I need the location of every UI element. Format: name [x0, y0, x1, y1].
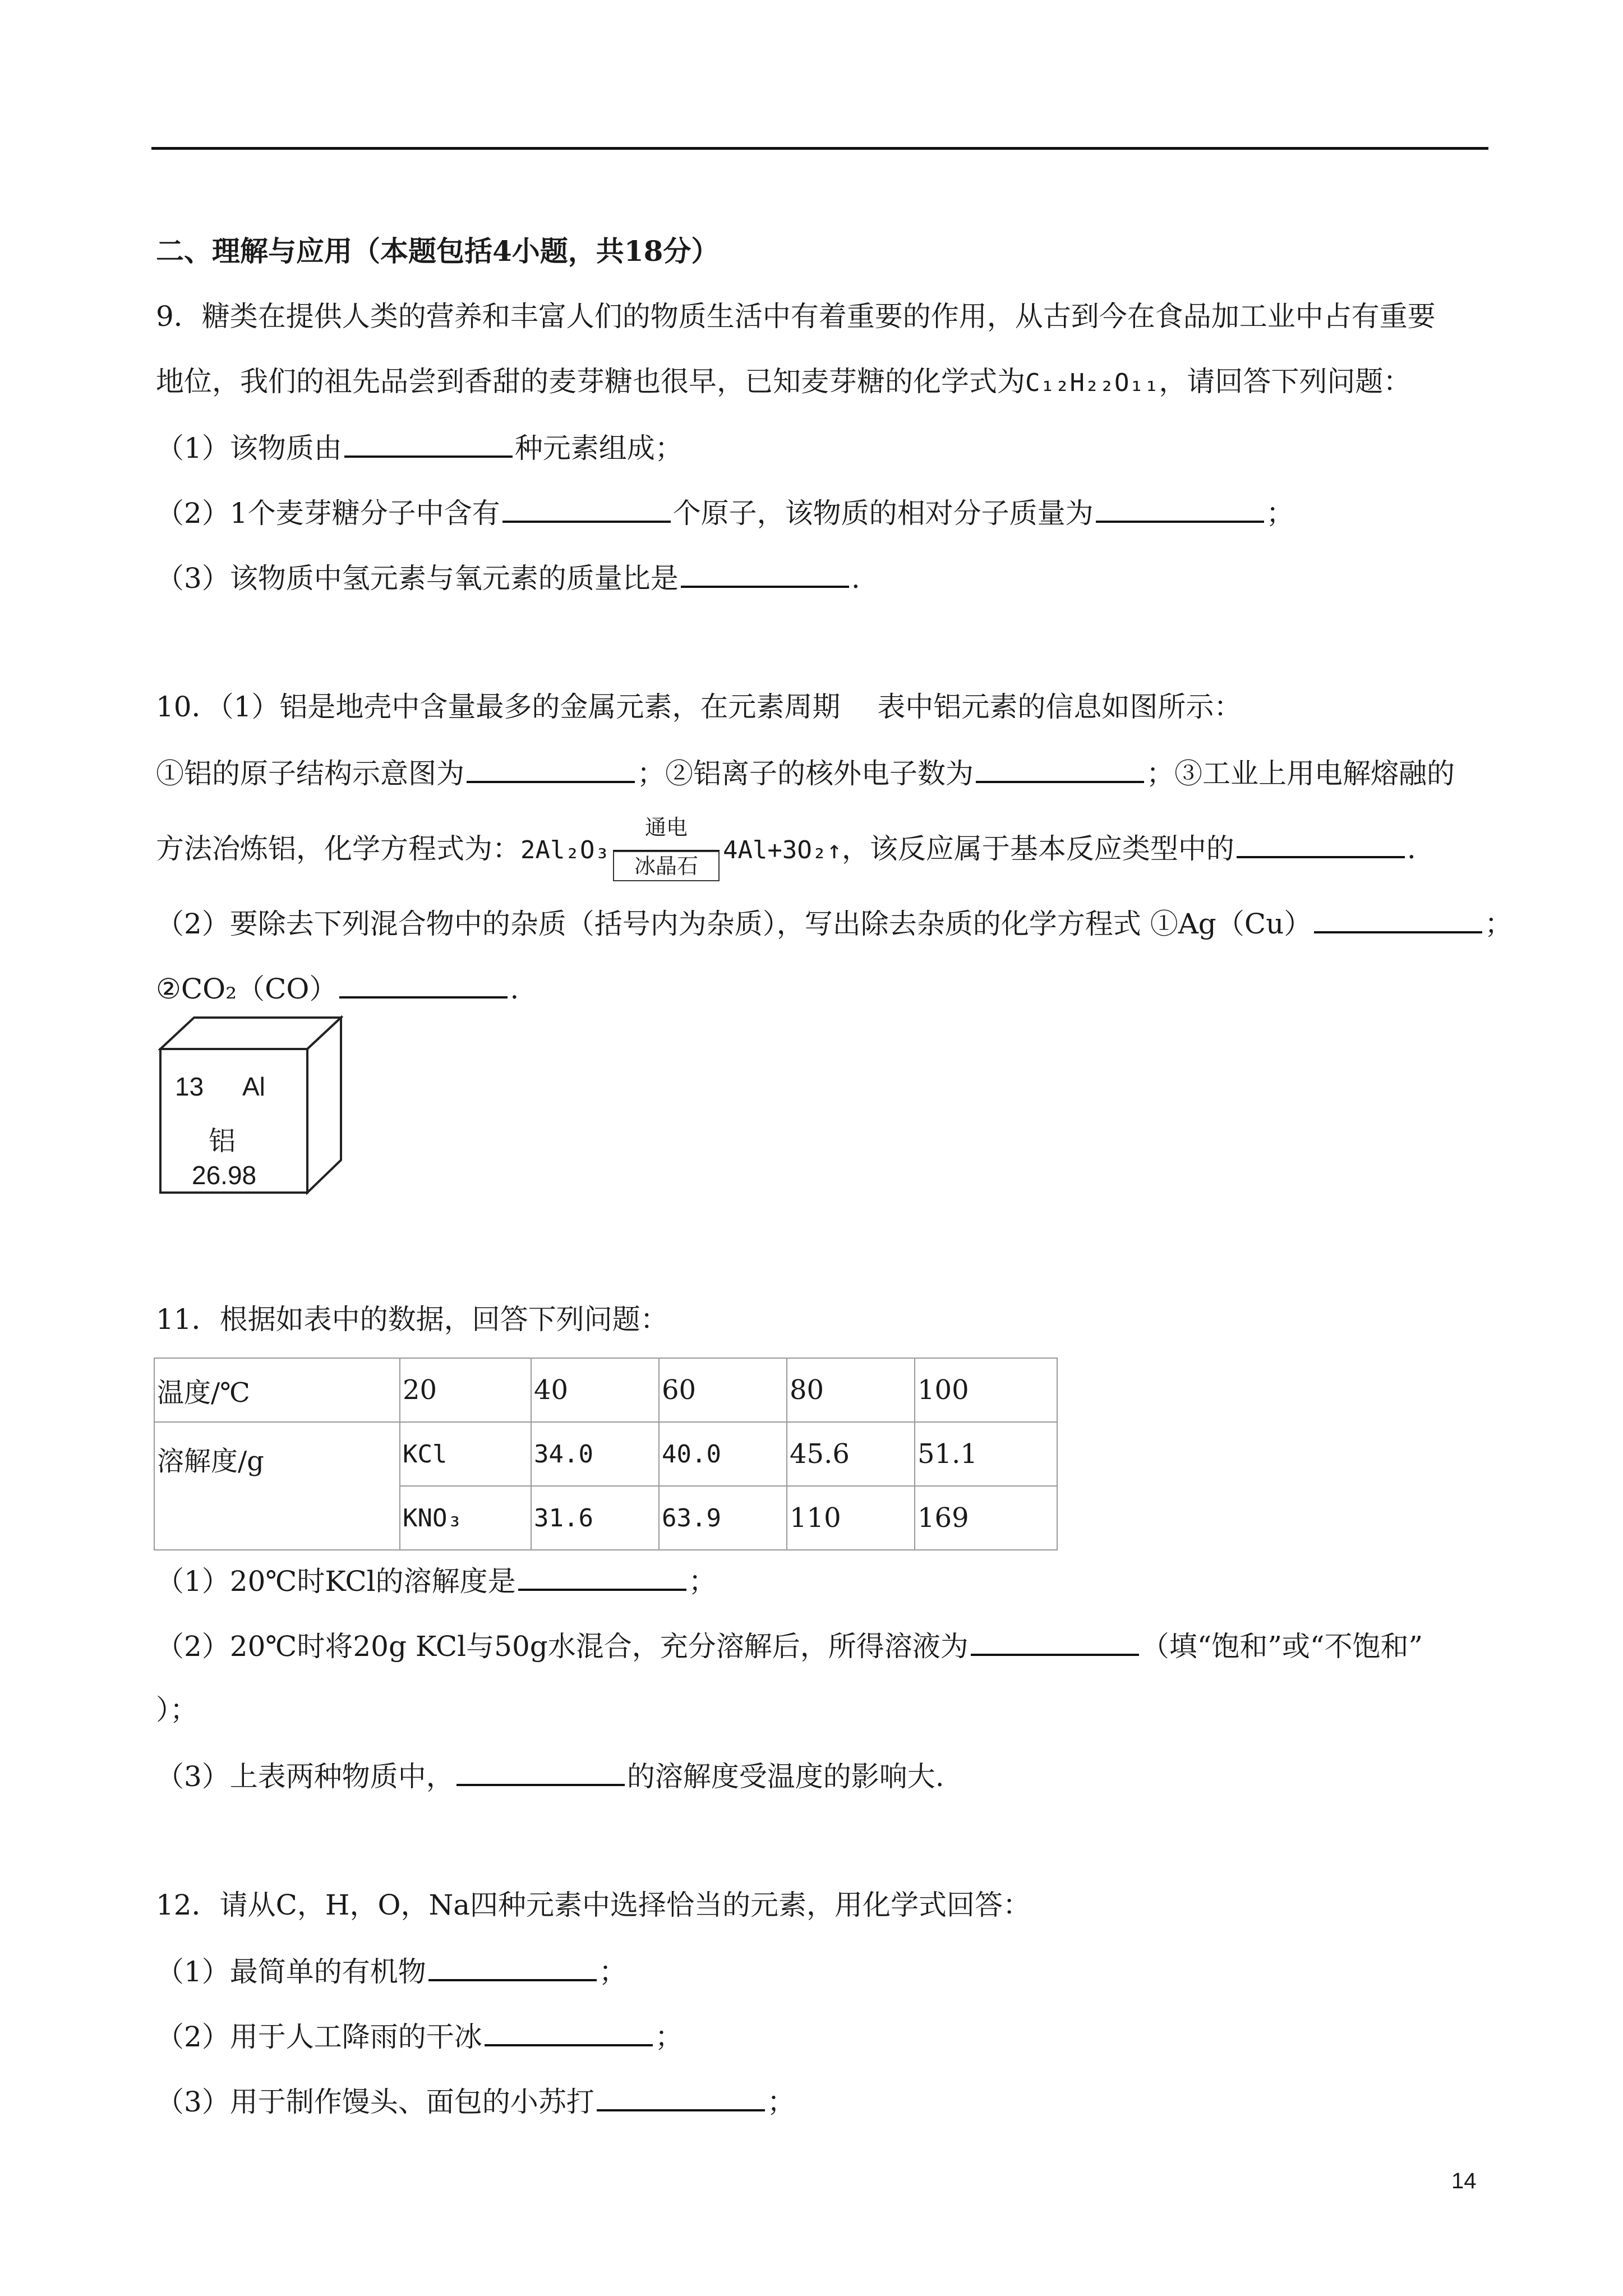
table-cell: 60 — [659, 1358, 787, 1422]
table-cell: KCl — [400, 1422, 531, 1486]
q10-part2-line1: （2）要除去下列混合物中的杂质（括号内为杂质），写出除去杂质的化学方程式 ①Ag（Cu） ； — [156, 905, 1513, 941]
header-rule — [151, 147, 1488, 150]
atomic-mass: 26.98 — [192, 1161, 257, 1190]
table-cell: KNO₃ — [400, 1486, 531, 1550]
table-cell: 110 — [787, 1486, 915, 1550]
q9-part2: （2）1个麦芽糖分子中含有 个原子，该物质的相对分子质量为 ； — [156, 495, 1294, 530]
q10-stem-line2: ①铝的原子结构示意图为 ；②铝离子的核外电子数为 ；③工业上用电解熔融的 — [156, 755, 1455, 790]
q12-part3: （3）用于制作馒头、面包的小苏打 ； — [156, 2083, 795, 2119]
answer-blank[interactable] — [1096, 495, 1264, 523]
q11-stem: 11．根据如表中的数据，回答下列问题： — [156, 1303, 668, 1336]
q12-part2: （2）用于人工降雨的干冰 ； — [156, 2018, 683, 2054]
answer-blank[interactable] — [502, 495, 671, 523]
q10-equation-line: 方法冶炼铝，化学方程式为：2Al₂O₃ 通电 冰晶石 4Al+3O₂↑，该反应属于基本反应类型中的 . — [156, 830, 1416, 868]
condition-top: 通电 — [644, 815, 688, 840]
aluminum-element-card — [158, 1015, 343, 1195]
table-cell: 169 — [915, 1486, 1057, 1550]
maltose-formula: C₁₂H₂₂O₁₁ — [1025, 369, 1159, 397]
q10-stem-line1: 10．（1）铝是地壳中含量最多的金属元素，在元素周期 表中铝元素的信息如图所示： — [156, 691, 1242, 723]
section-title: 二、理解与应用（本题包括4小题，共18分） — [156, 234, 720, 268]
q10-part2-line2: ②CO₂（CO） . — [156, 970, 519, 1006]
table-cell: 40 — [531, 1358, 659, 1422]
page-number: 14 — [1451, 2169, 1477, 2193]
element-symbol: Al — [242, 1072, 265, 1101]
equation-product: 4Al+3O₂↑ — [722, 836, 842, 864]
answer-blank[interactable] — [976, 755, 1144, 783]
table-row — [154, 1422, 1057, 1486]
q12-part1: （1）最简单的有机物 ； — [156, 1953, 627, 1989]
q9-stem-line1: 9．糖类在提供人类的营养和丰富人们的物质生活中有着重要的作用，从古到今在食品加工业中占有重要 — [156, 300, 1436, 333]
answer-blank[interactable] — [1237, 830, 1405, 858]
answer-blank[interactable] — [467, 755, 635, 783]
table-cell: 45.6 — [787, 1422, 915, 1486]
table-row — [154, 1358, 1057, 1422]
q11-part2-cont: ）； — [156, 1694, 198, 1726]
table-cell: 100 — [915, 1358, 1057, 1422]
equation-reactant: 2Al₂O₃ — [520, 836, 610, 864]
table-cell: 34.0 — [531, 1422, 659, 1486]
answer-blank[interactable] — [339, 970, 508, 999]
table-cell: 80 — [787, 1358, 915, 1422]
element-name: 铝 — [209, 1125, 236, 1157]
answer-blank[interactable] — [597, 2083, 765, 2111]
answer-blank[interactable] — [428, 1953, 597, 1981]
q11-part1: （1）20℃时KCl的溶解度是 ； — [156, 1563, 717, 1598]
atomic-number: 13 — [175, 1072, 204, 1101]
solubility-table — [154, 1358, 1058, 1550]
temp-header: 温度/℃ — [154, 1358, 400, 1422]
reaction-condition — [613, 815, 720, 878]
solubility-header: 溶解度/g — [154, 1422, 400, 1550]
table-cell: 51.1 — [915, 1422, 1057, 1486]
answer-blank[interactable] — [485, 2018, 653, 2046]
q11-part3: （3）上表两种物质中， 的溶解度受温度的影响大. — [156, 1758, 944, 1793]
table-cell: 20 — [400, 1358, 531, 1422]
answer-blank[interactable] — [681, 560, 849, 588]
condition-bottom: 冰晶石 — [613, 851, 720, 881]
q9-part3: （3）该物质中氢元素与氧元素的质量比是 . — [156, 560, 860, 595]
q12-stem: 12．请从C，H，O，Na四种元素中选择恰当的元素，用化学式回答： — [156, 1889, 1031, 1921]
answer-blank[interactable] — [457, 1758, 625, 1786]
answer-blank[interactable] — [971, 1628, 1139, 1656]
q9-part1: （1）该物质由 种元素组成； — [156, 430, 683, 465]
answer-blank[interactable] — [344, 430, 513, 458]
table-cell: 63.9 — [659, 1486, 787, 1550]
answer-blank[interactable] — [1314, 905, 1482, 933]
q9-stem-line2: 地位，我们的祖先品尝到香甜的麦芽糖也很早，已知麦芽糖的化学式为C₁₂H₂₂O₁₁，请回答下列问题： — [156, 365, 1412, 398]
answer-blank[interactable] — [518, 1563, 686, 1591]
q11-part2: （2）20℃时将20g KCl与50g水混合，充分溶解后，所得溶液为 （填“饱和”或“不饱和” — [156, 1628, 1423, 1663]
table-cell: 40.0 — [659, 1422, 787, 1486]
table-cell: 31.6 — [531, 1486, 659, 1550]
